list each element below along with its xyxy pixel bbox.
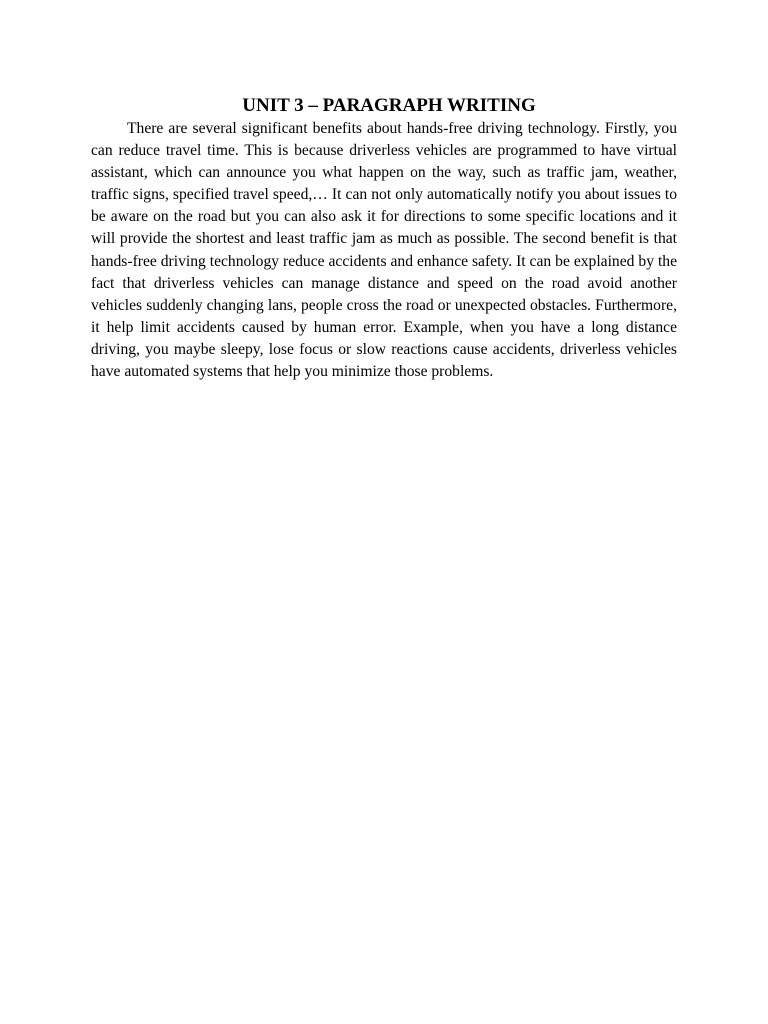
document-title: UNIT 3 – PARAGRAPH WRITING <box>242 95 536 116</box>
body-paragraph: There are several significant benefits about hands-free driving technology. Firstly, you can reduce travel time. This is because driverless vehicles are programmed to have virtual assistant, which can announce you what happen on the way, such as traffic jam, weather, traffic signs, specified travel speed,… It can not only automatically notify you about issues to be aware on the road but you can also ask it for directions to some specific locations and it will provide the shortest and least traffic jam as much as possible. The second benefit is that hands-free driving technology reduce accidents and enhance safety. It can be explained by the fact that driverless vehicles can manage distance and speed on the road avoid another vehicles suddenly changing lans, people cross the road or unexpected obstacles. Furthermore, it help limit accidents caused by human error. Example, when you have a long distance driving, you maybe sleepy, lose focus or slow reactions cause accidents, driverless vehicles have automated systems that help you minimize those problems. <box>91 120 677 381</box>
document-body <box>91 94 677 383</box>
